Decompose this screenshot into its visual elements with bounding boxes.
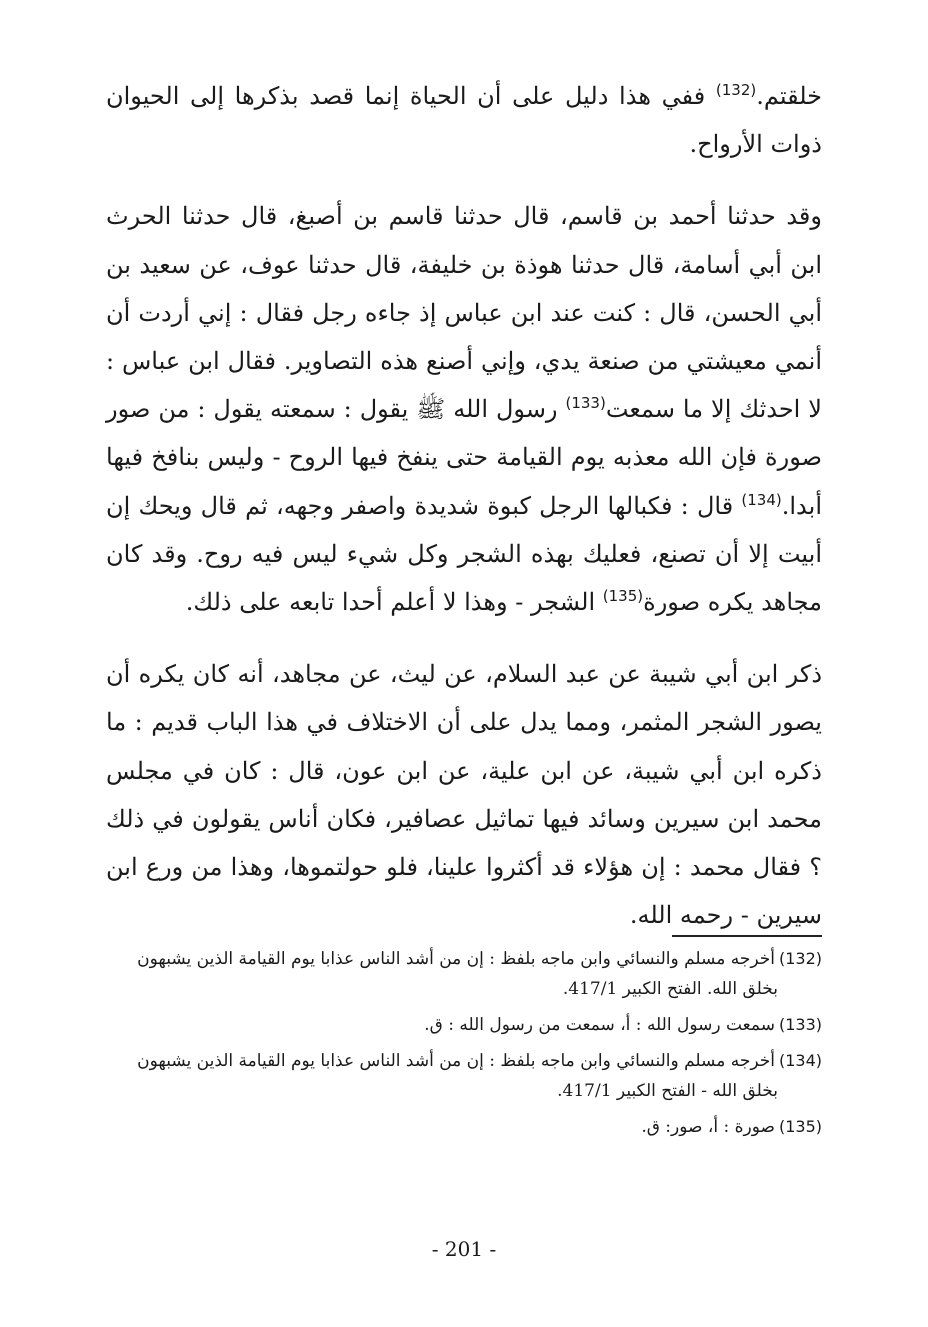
footnote-ref-132: (132): [715, 81, 757, 99]
paragraph-1: [106, 72, 822, 168]
footnote-continuation: بخلق الله - الفتح الكبير 417/1.: [557, 1081, 778, 1101]
footnote-number: (133): [778, 1015, 822, 1034]
footnote-ref-135: (135): [602, 587, 644, 606]
paragraph-text: وقد حدثنا أحمد بن قاسم، قال حدثنا قاسم بن أصبغ، قال حدثنا الحرث ابن أبي أسامة، قال حدثنا هوذة بن خليفة، قال حدثنا عوف، عن سعيد بن أبي الحسن، قال : كنت عند ابن عباس إذ جاءه رجل فقال : إني أردت أن أنمي معيشتي من صنعة يدي، وإني أصنع هذه التصاوير. فقال ابن عباس : لا احدثك إلا ما سمعت: [106, 202, 823, 424]
footnote-number: (132): [778, 949, 822, 968]
main-text: [106, 72, 822, 939]
paragraph-text: الشجر - وهذا لا أعلم أحدا تابعه على ذلك.: [185, 588, 603, 617]
footnote-number: (134): [778, 1051, 822, 1070]
page-number: - 201 -: [431, 1237, 497, 1261]
footnote-text: أخرجه مسلم والنسائي وابن ماجه بلفظ : إن من أشد الناس عذابا يوم القيامة الذين يشبهون: [137, 949, 775, 969]
footnote-134: [106, 1046, 822, 1106]
footnote-ref-134: (134): [741, 490, 782, 509]
paragraph-text: رسول الله ﷺ يقول : سمعته يقول : من صور صورة فإن الله معذبه يوم القيامة حتى ينفخ فيها الروح - وليس بنافخ فيها أبدا.: [106, 395, 822, 520]
footnote-separator: [672, 935, 822, 937]
footnote-132: [106, 944, 822, 1004]
footnote-number: (135): [778, 1117, 822, 1136]
paragraph-text: ففي هذا دليل على أن الحياة إنما قصد بذكرها إلى الحيوان ذوات الأرواح.: [106, 82, 822, 159]
footnote-133: [106, 1010, 822, 1040]
paragraph-3: [106, 650, 822, 939]
footnote-continuation: بخلق الله. الفتح الكبير 417/1.: [562, 979, 778, 999]
footnote-text: أخرجه مسلم والنسائي وابن ماجه بلفظ : إن من أشد الناس عذابا يوم القيامة الذين يشبهون: [137, 1051, 775, 1071]
paragraph-2: [106, 192, 822, 626]
footnote-ref-133: (133): [565, 394, 606, 413]
footnote-135: [106, 1112, 822, 1142]
paragraph-text: خلقتم.: [756, 82, 822, 110]
footnote-text: صورة : أ، صور: ق.: [641, 1117, 775, 1137]
paragraph-text: ذكر ابن أبي شيبة عن عبد السلام، عن ليث، عن مجاهد، أنه كان يكره أن يصور الشجر المثمر، ومما يدل على أن الاختلاف في هذا الباب قديم : ما ذكره ابن أبي شيبة، عن ابن علية، عن ابن عون، قال : كان في مجلس محمد ابن سيرين وسائد فيها تماثيل عصافير، فكان أناس يقولون في ذلك ؟ فقال محمد : إن هؤلاء قد أكثروا علينا، فلو حولتموها، وهذا من ورع ابن سيرين - رحمه الله.: [106, 660, 822, 930]
footnotes: [106, 944, 822, 1148]
paragraph-text: قال : فكبالها الرجل كبوة شديدة واصفر وجهه، ثم قال ويحك إن أبيت إلا أن تصنع، فعليك بهذه الشجر وكل شيء ليس فيه روح. وقد كان مجاهد يكره صورة: [106, 491, 822, 617]
footnote-text: سمعت رسول الله : أ، سمعت من رسول الله : ق.: [424, 1015, 775, 1035]
